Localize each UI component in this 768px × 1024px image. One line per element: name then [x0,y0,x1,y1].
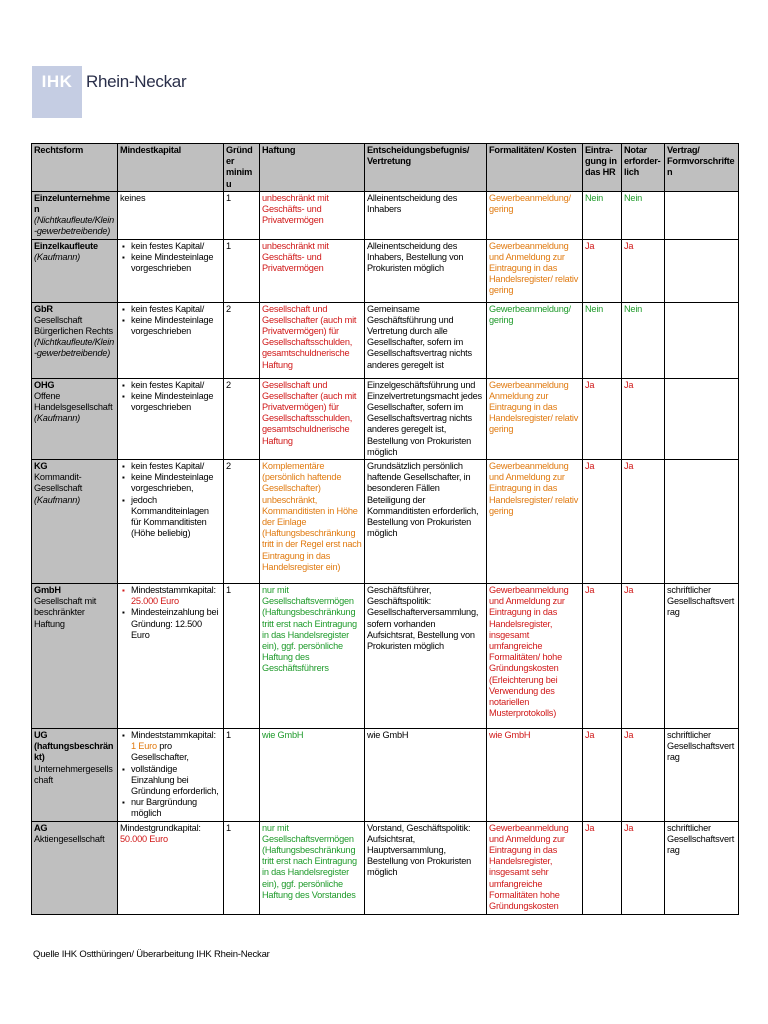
vertrag-cell [665,460,739,584]
formalitaeten-text: Gewerbeanmeldung und Anmeldung zur Eintragung in das Handelsregister, insgesamt umfangreiche Formalitäten/ hohe Gründungskosten (Erleichterung bei Verwendung des notariellen Musterprotokolls) [489,585,569,719]
mindestkapital-item-text: keine Mindesteinlage vorgeschrieben [131,390,214,413]
eintragung-hr-value: Ja [585,730,595,741]
mindestkapital-item [131,585,221,607]
mindestkapital-item [131,315,221,337]
mindestkapital-cell [118,460,224,584]
vertretung-text: Alleinentscheidung des Inhabers, Bestellung von Prokuristen möglich [367,240,464,274]
vertretung-cell [365,460,487,584]
eintragung-hr-cell [583,460,622,584]
mindestkapital-item-text: jedoch Kommanditeinlagen für Kommanditisten (Höhe beliebig) [131,494,209,539]
vertretung-text: Alleinentscheidung des Inhabers [367,192,458,215]
gruender-value: 1 [226,240,231,251]
mindestkapital-amount: 1 Euro [131,741,157,752]
header-rechtsform: Rechtsform [32,144,118,192]
vertretung-cell [365,729,487,822]
haftung-text: unbeschränkt mit Geschäfts- und Privatvermögen [262,240,329,274]
rechtsform-name: Einzelunternehmen [34,192,110,215]
notar-value: Nein [624,192,643,203]
rechtsform-cell [32,378,118,459]
notar-cell [622,460,665,584]
rechtsform-subtitle: Gesellschaft mit beschränkter Haftung [34,596,97,629]
vertrag-cell [665,239,739,302]
rechtsform-name: GmbH [34,585,61,596]
notar-value: Ja [624,379,634,390]
rechtsform-note: (Kaufmann) [34,251,81,262]
rechtsform-name: GbR [34,303,53,314]
mindestkapital-list [120,241,221,275]
mindestkapital-item [131,607,221,641]
notar-value: Ja [624,730,634,741]
notar-value: Ja [624,240,634,251]
notar-value: Ja [624,461,634,472]
eintragung-hr-value: Ja [585,822,595,833]
mindestkapital-item-text: kein festes Kapital/ [131,379,205,390]
rechtsform-subtitle: Kommandit-Gesellschaft [34,472,83,494]
rechtsform-subtitle: Unternehmergesellschaft [34,763,113,785]
notar-cell [622,729,665,822]
mindestkapital-list [120,585,221,641]
mindestkapital-cell [118,378,224,459]
rechtsform-name: OHG [34,379,55,390]
mindestkapital-item-text: Mindeststammkapital: [131,585,216,596]
vertrag-cell [665,584,739,729]
gruender-value: 1 [226,730,231,741]
rechtsform-cell [32,191,118,239]
mindestkapital-item [131,241,221,252]
eintragung-hr-cell [583,191,622,239]
gruender-cell [224,191,260,239]
mindestkapital-item [131,461,221,472]
mindestkapital-amount: 50.000 Euro [120,833,168,844]
header-vertretung: Entscheidungsbefugnis/ Vertretung [365,144,487,192]
gruender-value: 1 [226,822,231,833]
formalitaeten-cell [487,729,583,822]
rechtsform-cell [32,302,118,378]
formalitaeten-cell [487,460,583,584]
formalitaeten-text: Gewerbeanmeldung Anmeldung zur Eintragung in das Handelsregister/ relativ gering [489,379,579,435]
rechtsform-name: KG [34,461,48,472]
eintragung-hr-cell [583,729,622,822]
mindestkapital-cell [118,584,224,729]
vertretung-cell [365,302,487,378]
haftung-cell [260,584,365,729]
mindestkapital-item-text: nur Bargründung möglich [131,797,197,819]
gruender-value: 1 [226,192,231,203]
vertretung-cell [365,821,487,914]
table-row [32,302,739,378]
ihk-logo-mark: IHK [32,66,82,118]
vertretung-text: Geschäftsführer, Geschäftspolitik: Gesellschafterversammlung, sofern vorhanden Aufsichtsrat, Bestellung von Prokuristen möglich [367,585,479,652]
vertretung-text: Einzelgeschäftsführung und Einzelvertretungsmacht jedes Gesellschafter, sofern im Gesellschaftsvertrag nichts anderes geregelt ist, Bestellung von Prokuristen möglich [367,379,482,457]
rechtsform-subtitle: Gesellschaft Bürgerlichen Rechts [34,314,113,337]
eintragung-hr-cell [583,584,622,729]
vertretung-cell [365,584,487,729]
haftung-cell [260,239,365,302]
haftung-text: Gesellschaft und Gesellschafter (auch mit Privatvermögen) für Gesellschaftsschulden, gesamtschuldnerische Haftung [262,379,357,446]
table-row [32,821,739,914]
rechtsform-name: UG (haftungsbeschränkt) [34,730,114,763]
eintragung-hr-value: Nein [585,192,604,203]
formalitaeten-text: Gewerbeanmeldung und Anmeldung zur Eintragung in das Handelsregister, insgesamt sehr umfangreiche Formalitäten hohe Gründungskosten [489,822,569,912]
gruender-cell [224,239,260,302]
formalitaeten-cell [487,239,583,302]
eintragung-hr-value: Ja [585,379,595,390]
vertretung-text: Vorstand, Geschäftspolitik: Aufsichtsrat, Hauptversammlung, Bestellung von Prokuristen möglich [367,822,472,878]
mindestkapital-amount-tail: pro Gesellschafter, [131,741,189,763]
notar-cell [622,239,665,302]
eintragung-hr-value: Ja [585,585,595,596]
mindestkapital-item [131,380,221,391]
haftung-text: Komplementäre (persönlich haftende Gesellschafter) unbeschränkt, Kommanditisten in Höhe der Einlage (Haftungsbeschränkung tritt in der Regel erst nach Eintragung in das Handelsregister ein) [262,461,362,572]
formalitaeten-text: Gewerbeanmeldung/ gering [489,192,571,215]
rechtsform-cell [32,729,118,822]
mindestkapital-cell [118,191,224,239]
rechtsform-name: AG [34,822,48,833]
mindestkapital-item-text: keine Mindesteinlage vorgeschrieben, [131,472,214,494]
formalitaeten-cell [487,378,583,459]
vertretung-text: wie GmbH [367,730,409,741]
mindestkapital-item [131,304,221,315]
mindestkapital-amount: 25.000 Euro [131,596,179,607]
rechtsform-cell [32,584,118,729]
mindestkapital-item-text: keine Mindesteinlage vorgeschrieben [131,251,214,274]
mindestkapital-item [131,495,221,540]
mindestkapital-item-text: kein festes Kapital/ [131,303,205,314]
mindestkapital-item [131,764,221,798]
table-body [32,191,739,914]
formalitaeten-cell [487,302,583,378]
mindestkapital-list [120,461,221,539]
mindestkapital-cell [118,302,224,378]
haftung-text: wie GmbH [262,730,304,741]
haftung-text: nur mit Gesellschaftsvermögen (Haftungsbeschränkung tritt erst nach Eintragung in das Handelsregister ein), ggf. persönliche Haftung des Vorstandes [262,822,357,900]
mindestkapital-item [131,730,221,764]
eintragung-hr-cell [583,302,622,378]
vertrag-cell [665,191,739,239]
notar-cell [622,584,665,729]
haftung-cell [260,729,365,822]
notar-cell [622,378,665,459]
vertrag-cell [665,729,739,822]
notar-value: Ja [624,585,634,596]
mindestkapital-item [131,472,221,494]
eintragung-hr-value: Ja [585,461,595,472]
formalitaeten-text: Gewerbeanmeldung/ gering [489,303,571,325]
haftung-cell [260,378,365,459]
ihk-logo [32,66,186,118]
header-row [32,144,739,192]
header-mindestkapital: Mindestkapital [118,144,224,192]
gruender-cell [224,460,260,584]
mindestkapital-cell [118,821,224,914]
gruender-cell [224,821,260,914]
vertretung-text: Grundsätzlich persönlich haftende Gesellschafter, in besonderen Fällen Beteiligung der Kommanditisten erforderlich, Bestellung von Prokuristen möglich [367,461,479,539]
haftung-cell [260,191,365,239]
gruender-cell [224,302,260,378]
haftung-cell [260,821,365,914]
table-row [32,239,739,302]
mindestkapital-item-text: kein festes Kapital/ [131,461,205,472]
gruender-cell [224,729,260,822]
header-gruender: Gründer minimu [224,144,260,192]
mindestkapital-item-text: keine Mindesteinlage vorgeschrieben [131,314,214,337]
gruender-value: 2 [226,303,231,314]
gruender-cell [224,584,260,729]
formalitaeten-text: wie GmbH [489,730,531,741]
notar-value: Nein [624,303,643,314]
notar-cell [622,191,665,239]
mindestkapital-list [120,380,221,414]
haftung-text: Gesellschaft und Gesellschafter (auch mit Privatvermögen) für Gesellschaftsschulden, gesamtschuldnerische Haftung [262,303,357,370]
haftung-cell [260,302,365,378]
mindestkapital-item-text: vollständige Einzahlung bei Gründung erforderlich, [131,763,219,797]
rechtsform-note: (Nichtkaufleute/Klein-gewerbetreibende) [34,215,115,237]
mindestkapital-item [131,252,221,274]
ihk-logo-text: Rhein-Neckar [86,72,187,91]
rechtsformen-table [31,143,739,915]
gruender-value: 2 [226,461,231,472]
haftung-text: nur mit Gesellschaftsvermögen (Haftungsbeschränkung tritt erst nach Eintragung in das Handelsregister ein), ggf. persönliche Haftung des Geschäftsführers [262,585,357,674]
vertrag-text: schriftlicher Gesellschaftsvertrag [667,822,735,856]
formalitaeten-cell [487,821,583,914]
mindestkapital-cell [118,239,224,302]
formalitaeten-cell [487,584,583,729]
mindestkapital-list [120,304,221,338]
notar-cell [622,821,665,914]
vertrag-text: schriftlicher Gesellschaftsvertrag [667,585,735,618]
rechtsform-name: Einzelkaufleute [34,240,98,251]
rechtsform-note: (Kaufmann) [34,494,81,505]
mindestkapital-cell [118,729,224,822]
formalitaeten-cell [487,191,583,239]
header-notar: Notar erforder-lich [622,144,665,192]
rechtsform-cell [32,460,118,584]
mindestkapital-item-text: kein festes Kapital/ [131,240,205,251]
eintragung-hr-cell [583,378,622,459]
table-row [32,378,739,459]
gruender-value: 1 [226,585,231,596]
vertrag-cell [665,378,739,459]
gruender-cell [224,378,260,459]
vertrag-text: schriftlicher Gesellschaftsvertrag [667,730,735,763]
notar-value: Ja [624,822,634,833]
rechtsform-subtitle: Offene Handelsgesellschaft [34,390,113,413]
eintragung-hr-cell [583,821,622,914]
notar-cell [622,302,665,378]
gruender-value: 2 [226,379,231,390]
haftung-text: unbeschränkt mit Geschäfts- und Privatvermögen [262,192,329,226]
table-row [32,729,739,822]
header-haftung: Haftung [260,144,365,192]
formalitaeten-text: Gewerbeanmeldung und Anmeldung zur Eintragung in das Handelsregister/ relativ gering [489,240,579,296]
eintragung-hr-value: Ja [585,240,595,251]
vertretung-cell [365,191,487,239]
haftung-cell [260,460,365,584]
mindestkapital-list [120,730,221,820]
mindestkapital-item [131,391,221,413]
table-row [32,460,739,584]
rechtsform-note: (Nichtkaufleute/Klein-gewerbetreibende) [34,337,115,359]
table-row [32,191,739,239]
rechtsform-cell [32,239,118,302]
formalitaeten-text: Gewerbeanmeldung und Anmeldung zur Eintragung in das Handelsregister/ relativ gering [489,461,579,516]
header-formalitaeten: Formalitäten/ Kosten [487,144,583,192]
header-vertrag: Vertrag/ Formvorschriften [665,144,739,192]
table-row [32,584,739,729]
vertretung-text: Gemeinsame Geschäftsführung und Vertretung durch alle Gesellschafter, sofern im Gesellschaftsvertrag nichts anderes geregelt ist [367,303,472,370]
rechtsform-cell [32,821,118,914]
mindestkapital-item-text: Mindeststammkapital: [131,730,216,741]
vertrag-cell [665,302,739,378]
header-eintragung-hr: Eintra-gung in das HR [583,144,622,192]
eintragung-hr-cell [583,239,622,302]
mindestkapital-item [131,797,221,819]
eintragung-hr-value: Nein [585,303,604,314]
source-note: Quelle IHK Ostthüringen/ Überarbeitung IHK Rhein-Neckar [33,949,270,960]
mindestkapital-item-text: Mindesteinzahlung bei Gründung: 12.500 Euro [131,607,219,640]
vertrag-cell [665,821,739,914]
rechtsform-subtitle: Aktiengesellschaft [34,833,105,844]
rechtsform-note: (Kaufmann) [34,413,81,424]
vertretung-cell [365,378,487,459]
mindestkapital-text: keines [120,192,146,203]
vertretung-cell [365,239,487,302]
mindestkapital-text: Mindestgrundkapital: [120,822,201,833]
